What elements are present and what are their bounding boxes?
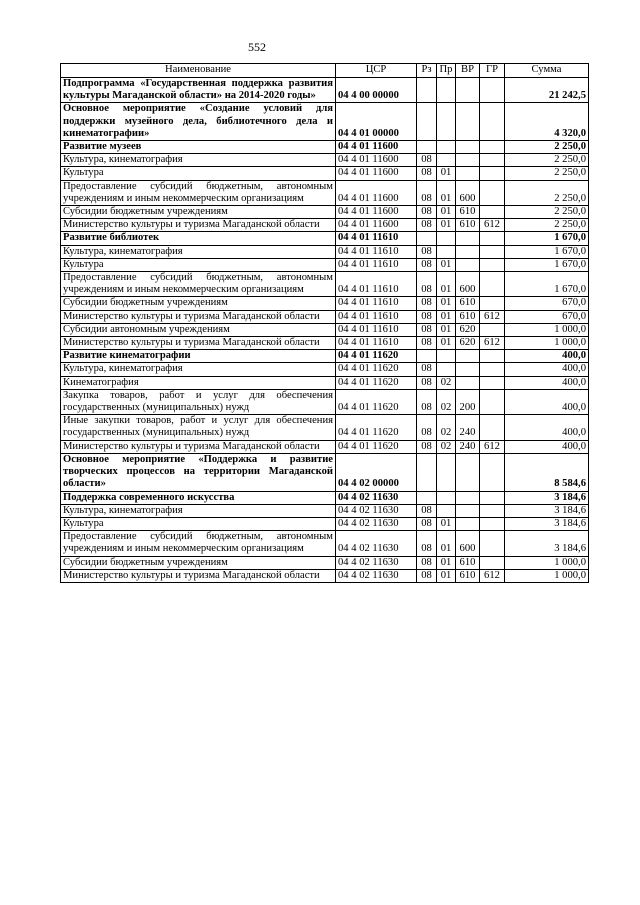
cell-csr: 04 4 01 11610: [336, 245, 417, 258]
cell-vr: 600: [456, 531, 480, 556]
cell-csr: 04 4 01 11600: [336, 154, 417, 167]
cell-name: Иные закупки товаров, работ и услуг для обеспечения государственных (муниципальных) нужд: [61, 415, 336, 440]
cell-gr: [480, 78, 505, 103]
cell-name: Предоставление субсидий бюджетным, автономным учреждениям и иным некоммерческим организациям: [61, 180, 336, 205]
cell-gr: [480, 206, 505, 219]
cell-gr: [480, 531, 505, 556]
cell-pr: 02: [437, 415, 456, 440]
cell-gr: [480, 491, 505, 504]
cell-sum: 1 000,0: [505, 556, 589, 569]
cell-rz: 08: [417, 258, 437, 271]
cell-vr: 620: [456, 337, 480, 350]
table-row: [61, 337, 589, 350]
table-row: [61, 504, 589, 517]
cell-rz: [417, 453, 437, 491]
cell-pr: 01: [437, 206, 456, 219]
cell-sum: 1 670,0: [505, 272, 589, 297]
table-header-row: [61, 64, 589, 78]
cell-csr: 04 4 00 00000: [336, 78, 417, 103]
cell-vr: [456, 504, 480, 517]
cell-csr: 04 4 02 11630: [336, 491, 417, 504]
cell-sum: 2 250,0: [505, 154, 589, 167]
table-row: [61, 389, 589, 414]
cell-rz: 08: [417, 206, 437, 219]
page-number: 552: [248, 40, 266, 54]
cell-name: Субсидии бюджетным учреждениям: [61, 297, 336, 310]
cell-csr: 04 4 02 11630: [336, 531, 417, 556]
cell-pr: 01: [437, 272, 456, 297]
table-row: [61, 440, 589, 453]
cell-gr: [480, 504, 505, 517]
cell-pr: 01: [437, 517, 456, 530]
cell-name: Субсидии автономным учреждениям: [61, 323, 336, 336]
cell-rz: 08: [417, 440, 437, 453]
cell-csr: 04 4 01 11610: [336, 310, 417, 323]
cell-gr: [480, 154, 505, 167]
cell-name: Поддержка современного искусства: [61, 491, 336, 504]
cell-csr: 04 4 02 11630: [336, 569, 417, 582]
cell-vr: 610: [456, 556, 480, 569]
cell-gr: [480, 232, 505, 245]
cell-pr: 01: [437, 323, 456, 336]
table-row: [61, 376, 589, 389]
cell-sum: 2 250,0: [505, 167, 589, 180]
cell-rz: 08: [417, 556, 437, 569]
cell-pr: [437, 232, 456, 245]
cell-csr: 04 4 02 11630: [336, 517, 417, 530]
cell-pr: [437, 103, 456, 141]
cell-pr: 01: [437, 337, 456, 350]
cell-name: Министерство культуры и туризма Магаданской области: [61, 219, 336, 232]
cell-name: Подпрограмма «Государственная поддержка развития культуры Магаданской области» на 2014-2020 годы»: [61, 78, 336, 103]
cell-pr: 02: [437, 376, 456, 389]
cell-name: Культура: [61, 258, 336, 271]
table-row: [61, 232, 589, 245]
table-row: [61, 78, 589, 103]
cell-rz: 08: [417, 415, 437, 440]
table-row: [61, 167, 589, 180]
cell-sum: 670,0: [505, 310, 589, 323]
cell-pr: 02: [437, 389, 456, 414]
cell-gr: 612: [480, 569, 505, 582]
table-row: [61, 453, 589, 491]
budget-table: [60, 63, 589, 583]
cell-sum: 1 000,0: [505, 569, 589, 582]
cell-rz: 08: [417, 389, 437, 414]
table-row: [61, 141, 589, 154]
cell-pr: [437, 350, 456, 363]
cell-csr: 04 4 01 11620: [336, 389, 417, 414]
cell-rz: [417, 232, 437, 245]
table-row: [61, 219, 589, 232]
cell-sum: 1 670,0: [505, 232, 589, 245]
cell-csr: 04 4 02 00000: [336, 453, 417, 491]
table-row: [61, 350, 589, 363]
cell-rz: 08: [417, 272, 437, 297]
cell-sum: 1 670,0: [505, 245, 589, 258]
cell-rz: [417, 491, 437, 504]
cell-name: Закупка товаров, работ и услуг для обеспечения государственных (муниципальных) нужд: [61, 389, 336, 414]
table-row: [61, 258, 589, 271]
cell-csr: 04 4 02 11630: [336, 504, 417, 517]
cell-rz: [417, 350, 437, 363]
cell-rz: 08: [417, 517, 437, 530]
cell-sum: 2 250,0: [505, 206, 589, 219]
header-rz: Рз: [417, 64, 437, 78]
cell-sum: 400,0: [505, 440, 589, 453]
cell-sum: 1 000,0: [505, 337, 589, 350]
cell-csr: 04 4 01 11600: [336, 206, 417, 219]
cell-pr: [437, 363, 456, 376]
table-row: [61, 103, 589, 141]
cell-name: Культура: [61, 167, 336, 180]
cell-name: Министерство культуры и туризма Магаданской области: [61, 569, 336, 582]
cell-gr: 612: [480, 440, 505, 453]
cell-name: Министерство культуры и туризма Магаданской области: [61, 310, 336, 323]
cell-gr: [480, 258, 505, 271]
cell-csr: 04 4 01 11620: [336, 363, 417, 376]
cell-sum: 2 250,0: [505, 180, 589, 205]
cell-name: Культура: [61, 517, 336, 530]
cell-vr: [456, 232, 480, 245]
cell-vr: 610: [456, 569, 480, 582]
cell-gr: 612: [480, 337, 505, 350]
cell-vr: 200: [456, 389, 480, 414]
cell-vr: 240: [456, 415, 480, 440]
table-row: [61, 556, 589, 569]
cell-vr: [456, 376, 480, 389]
cell-name: Развитие кинематографии: [61, 350, 336, 363]
cell-pr: [437, 504, 456, 517]
cell-name: Основное мероприятие «Поддержка и развитие творческих процессов на территории Магаданской области»: [61, 453, 336, 491]
cell-vr: 610: [456, 219, 480, 232]
cell-sum: 400,0: [505, 415, 589, 440]
cell-vr: 600: [456, 272, 480, 297]
cell-pr: 01: [437, 258, 456, 271]
cell-vr: [456, 453, 480, 491]
cell-vr: 620: [456, 323, 480, 336]
header-sum: Сумма: [505, 64, 589, 78]
cell-rz: [417, 78, 437, 103]
cell-vr: [456, 258, 480, 271]
cell-vr: [456, 363, 480, 376]
cell-name: Министерство культуры и туризма Магаданской области: [61, 337, 336, 350]
cell-sum: 3 184,6: [505, 504, 589, 517]
cell-gr: [480, 272, 505, 297]
cell-sum: 4 320,0: [505, 103, 589, 141]
cell-rz: 08: [417, 376, 437, 389]
cell-name: Министерство культуры и туризма Магаданской области: [61, 440, 336, 453]
cell-csr: 04 4 01 11600: [336, 180, 417, 205]
table-row: [61, 310, 589, 323]
cell-csr: 04 4 01 11600: [336, 219, 417, 232]
cell-name: Предоставление субсидий бюджетным, автономным учреждениям и иным некоммерческим организациям: [61, 531, 336, 556]
cell-rz: 08: [417, 531, 437, 556]
table-row: [61, 517, 589, 530]
table-row: [61, 531, 589, 556]
table-row: [61, 272, 589, 297]
cell-pr: 02: [437, 440, 456, 453]
cell-gr: 612: [480, 310, 505, 323]
cell-rz: 08: [417, 569, 437, 582]
cell-csr: 04 4 01 11600: [336, 141, 417, 154]
cell-gr: [480, 167, 505, 180]
cell-name: Развитие музеев: [61, 141, 336, 154]
cell-name: Культура, кинематография: [61, 245, 336, 258]
cell-csr: 04 4 01 11620: [336, 415, 417, 440]
table-row: [61, 569, 589, 582]
cell-name: Культура, кинематография: [61, 363, 336, 376]
cell-vr: 610: [456, 206, 480, 219]
cell-rz: 08: [417, 219, 437, 232]
cell-rz: 08: [417, 337, 437, 350]
cell-sum: 3 184,6: [505, 517, 589, 530]
cell-vr: 610: [456, 297, 480, 310]
table-row: [61, 154, 589, 167]
cell-rz: 08: [417, 323, 437, 336]
header-vr: ВР: [456, 64, 480, 78]
cell-pr: 01: [437, 180, 456, 205]
header-pr: Пр: [437, 64, 456, 78]
cell-sum: 1 000,0: [505, 323, 589, 336]
cell-sum: 21 242,5: [505, 78, 589, 103]
cell-vr: [456, 154, 480, 167]
cell-rz: 08: [417, 297, 437, 310]
table-row: [61, 245, 589, 258]
cell-gr: [480, 415, 505, 440]
cell-vr: [456, 517, 480, 530]
table-row: [61, 415, 589, 440]
cell-csr: 04 4 01 11610: [336, 272, 417, 297]
table-row: [61, 323, 589, 336]
cell-vr: [456, 141, 480, 154]
header-name: Наименование: [61, 64, 336, 78]
cell-vr: [456, 103, 480, 141]
cell-rz: 08: [417, 504, 437, 517]
cell-name: Предоставление субсидий бюджетным, автономным учреждениям и иным некоммерческим организациям: [61, 272, 336, 297]
cell-vr: [456, 350, 480, 363]
cell-vr: 610: [456, 310, 480, 323]
cell-name: Субсидии бюджетным учреждениям: [61, 556, 336, 569]
cell-gr: [480, 453, 505, 491]
cell-sum: 8 584,6: [505, 453, 589, 491]
header-gr: ГР: [480, 64, 505, 78]
cell-gr: [480, 245, 505, 258]
header-csr: ЦСР: [336, 64, 417, 78]
cell-rz: 08: [417, 310, 437, 323]
cell-csr: 04 4 01 11610: [336, 297, 417, 310]
cell-vr: 240: [456, 440, 480, 453]
cell-vr: [456, 167, 480, 180]
table-row: [61, 206, 589, 219]
cell-gr: [480, 389, 505, 414]
cell-sum: 1 670,0: [505, 258, 589, 271]
cell-pr: 01: [437, 310, 456, 323]
cell-pr: 01: [437, 219, 456, 232]
cell-vr: [456, 491, 480, 504]
cell-pr: [437, 491, 456, 504]
table-row: [61, 363, 589, 376]
table-row: [61, 491, 589, 504]
cell-pr: 01: [437, 569, 456, 582]
cell-csr: 04 4 01 00000: [336, 103, 417, 141]
cell-gr: 612: [480, 219, 505, 232]
cell-csr: 04 4 01 11610: [336, 258, 417, 271]
cell-gr: [480, 103, 505, 141]
cell-name: Субсидии бюджетным учреждениям: [61, 206, 336, 219]
cell-gr: [480, 517, 505, 530]
cell-sum: 3 184,6: [505, 491, 589, 504]
cell-sum: 3 184,6: [505, 531, 589, 556]
cell-gr: [480, 556, 505, 569]
cell-name: Культура, кинематография: [61, 504, 336, 517]
cell-sum: 2 250,0: [505, 141, 589, 154]
cell-pr: [437, 78, 456, 103]
cell-pr: 01: [437, 531, 456, 556]
cell-rz: [417, 103, 437, 141]
cell-name: Кинематография: [61, 376, 336, 389]
cell-csr: 04 4 01 11610: [336, 337, 417, 350]
cell-gr: [480, 363, 505, 376]
cell-sum: 670,0: [505, 297, 589, 310]
cell-csr: 04 4 01 11600: [336, 167, 417, 180]
cell-sum: 2 250,0: [505, 219, 589, 232]
cell-rz: [417, 141, 437, 154]
cell-name: Основное мероприятие «Создание условий для поддержки музейного дела, библиотечного дела и кинематографии»: [61, 103, 336, 141]
cell-name: Культура, кинематография: [61, 154, 336, 167]
cell-rz: 08: [417, 180, 437, 205]
cell-gr: [480, 297, 505, 310]
cell-pr: 01: [437, 556, 456, 569]
cell-name: Развитие библиотек: [61, 232, 336, 245]
cell-pr: 01: [437, 167, 456, 180]
cell-gr: [480, 323, 505, 336]
cell-sum: 400,0: [505, 389, 589, 414]
cell-gr: [480, 180, 505, 205]
table-row: [61, 180, 589, 205]
cell-gr: [480, 350, 505, 363]
cell-csr: 04 4 02 11630: [336, 556, 417, 569]
cell-csr: 04 4 01 11610: [336, 323, 417, 336]
cell-csr: 04 4 01 11620: [336, 376, 417, 389]
cell-pr: 01: [437, 297, 456, 310]
cell-sum: 400,0: [505, 363, 589, 376]
cell-sum: 400,0: [505, 350, 589, 363]
cell-vr: 600: [456, 180, 480, 205]
cell-rz: 08: [417, 167, 437, 180]
cell-gr: [480, 376, 505, 389]
cell-vr: [456, 78, 480, 103]
cell-csr: 04 4 01 11620: [336, 440, 417, 453]
cell-csr: 04 4 01 11620: [336, 350, 417, 363]
cell-sum: 400,0: [505, 376, 589, 389]
cell-pr: [437, 245, 456, 258]
cell-rz: 08: [417, 154, 437, 167]
cell-csr: 04 4 01 11610: [336, 232, 417, 245]
cell-pr: [437, 154, 456, 167]
cell-rz: 08: [417, 363, 437, 376]
cell-pr: [437, 141, 456, 154]
cell-pr: [437, 453, 456, 491]
table-row: [61, 297, 589, 310]
table-body: [61, 78, 589, 583]
cell-rz: 08: [417, 245, 437, 258]
cell-gr: [480, 141, 505, 154]
cell-vr: [456, 245, 480, 258]
